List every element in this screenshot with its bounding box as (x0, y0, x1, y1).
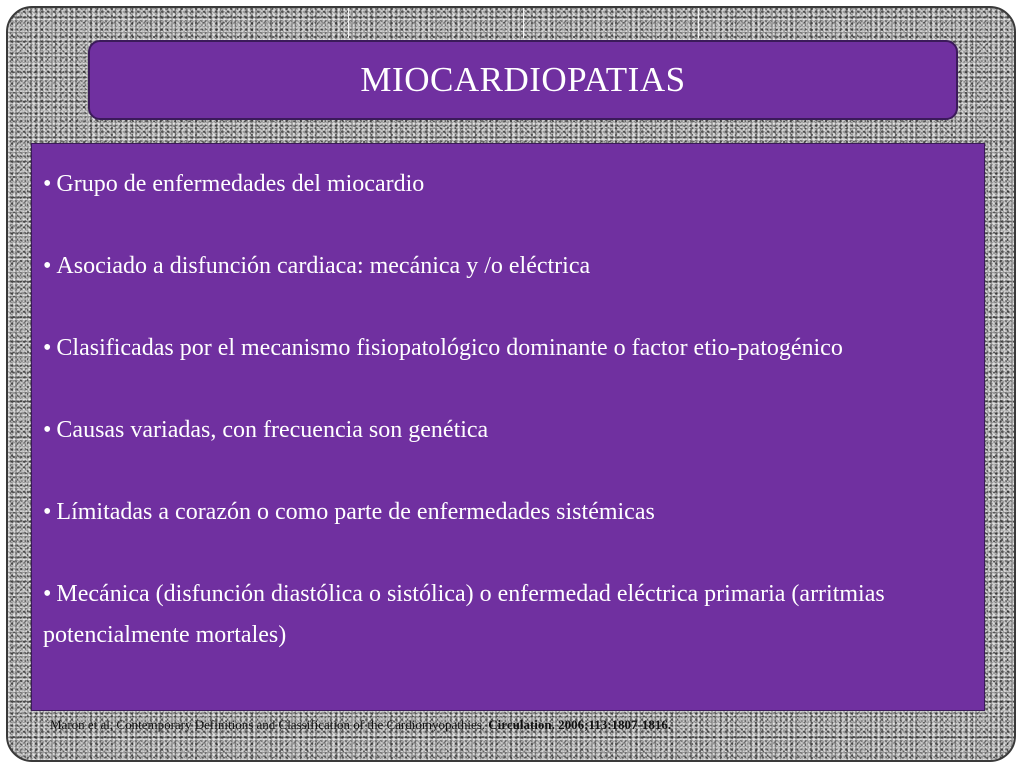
bullet-text: Clasificadas por el mecanismo fisiopatológico dominante o factor etio-patogénico (56, 335, 843, 361)
slide-title: MIOCARDIOPATIAS (360, 60, 686, 99)
divider-line (523, 8, 524, 38)
footnote (50, 717, 980, 737)
bullet-dot: • (43, 417, 52, 443)
bullet-dot: • (43, 171, 52, 197)
content-box (31, 143, 985, 711)
bullet-text: Asociado a disfunción cardiaca: mecánica y /o eléctrica (56, 253, 591, 279)
bullet-dot: • (43, 581, 52, 607)
bullet-dot: • (43, 499, 52, 525)
bullet-text: Límitadas a corazón o como parte de enfermedades sistémicas (56, 499, 655, 525)
bullet-item (43, 410, 972, 451)
bullet-text: Causas variadas, con frecuencia son genética (56, 417, 489, 443)
bullet-item (43, 574, 972, 656)
footnote-journal: Circulation. 2006;113:1807-1816. (488, 717, 672, 732)
footnote-text: Maron et al, Contemporary Definitions and Classification of the Cardiomyopathies. (50, 717, 486, 732)
divider-line (348, 8, 349, 38)
bullet-dot: • (43, 253, 52, 279)
bullet-item (43, 164, 972, 205)
bullet-text: Mecánica (disfunción diastólica o sistólica) o enfermedad eléctrica primaria (arritmias potencialmente mortales) (43, 581, 885, 648)
divider-line (698, 8, 699, 38)
bullet-text: Grupo de enfermedades del miocardio (56, 171, 425, 197)
title-box (88, 40, 958, 120)
bullet-item (43, 246, 972, 287)
bullet-item (43, 492, 972, 533)
bullet-item (43, 328, 972, 369)
bullet-dot: • (43, 335, 52, 361)
